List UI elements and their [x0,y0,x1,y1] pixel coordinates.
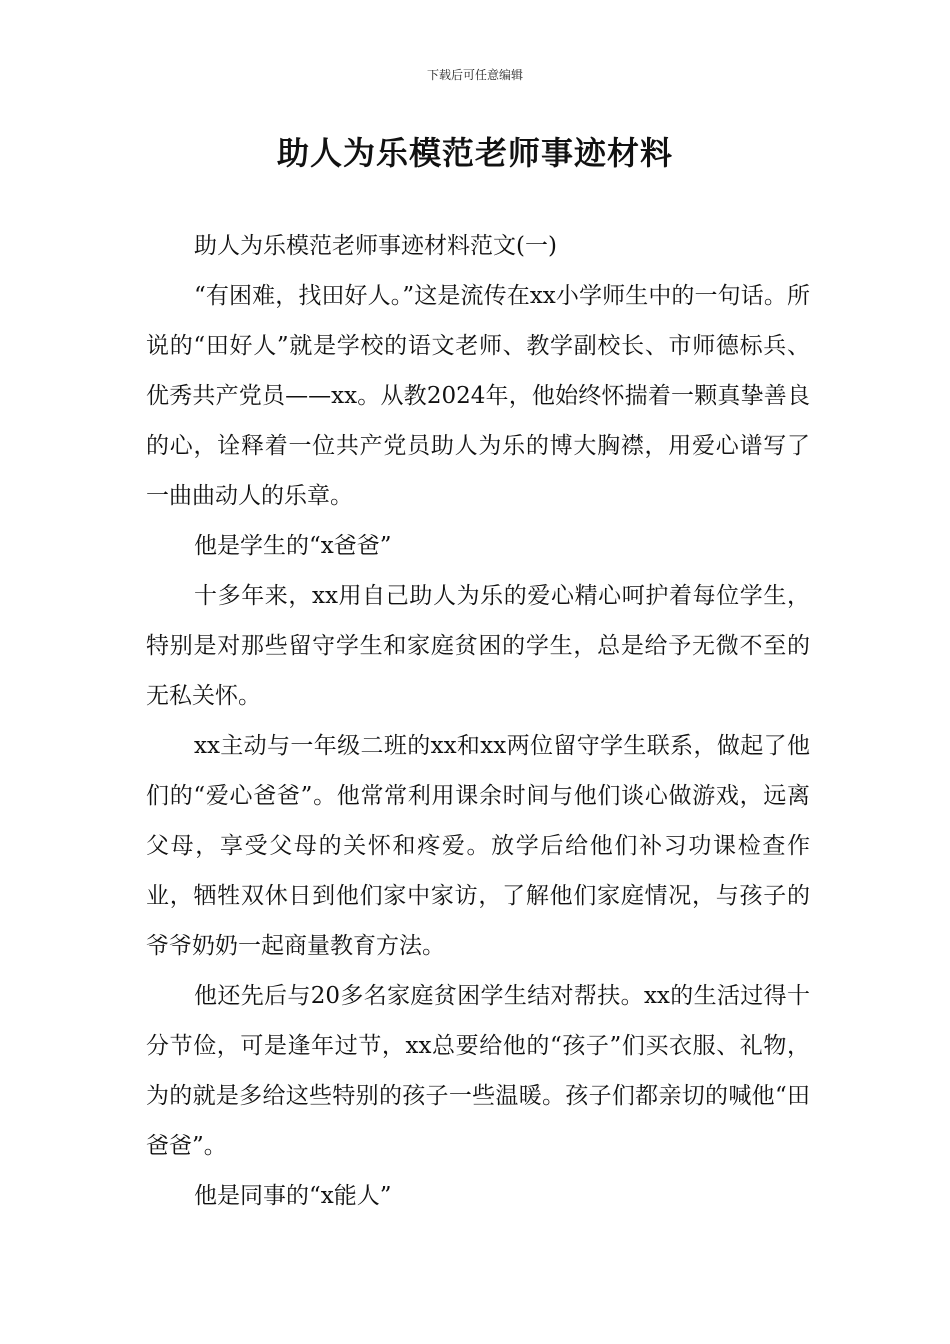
paragraph: 助人为乐模范老师事迹材料范文(一) [194,233,557,259]
section-heading: 他是学生的“x爸爸” [194,533,392,559]
paragraph: 十多年来，xx用自己助人为乐的爱心精心呵护着每位学生，特别是对那些留守学生和家庭贫困的学生，总是给予无微不至的无私关怀。 [146,583,810,709]
section-heading: 他是同事的“x能人” [194,1183,392,1209]
paragraph: 他还先后与20多名家庭贫困学生结对帮扶。xx的生活过得十分节俭，可是逢年过节，xx总要给他的“孩子”们买衣服、礼物，为的就是多给这些特别的孩子一些温暖。孩子们都亲切的喊他“田爸爸”。 [146,983,810,1159]
paragraph: xx主动与一年级二班的xx和xx两位留守学生联系，做起了他们的“爱心爸爸”。他常常利用课余时间与他们谈心做游戏，远离父母，享受父母的关怀和疼爱。放学后给他们补习功课检查作业，牺牲双休日到他们家中家访，了解他们家庭情况，与孩子的爷爷奶奶一起商量教育方法。 [146,733,810,959]
paragraph: “有困难，找田好人。”这是流传在xx小学师生中的一句话。所说的“田好人”就是学校的语文老师、教学副校长、市师德标兵、优秀共产党员——xx。从教2024年，他始终怀揣着一颗真挚善良的心，诠释着一位共产党员助人为乐的博大胸襟，用爱心谱写了一曲曲动人的乐章。 [146,283,810,509]
document-title: 助人为乐模范老师事迹材料 [276,134,673,172]
header-note: 下载后可任意编辑 [426,68,523,82]
document-body [146,221,810,1221]
